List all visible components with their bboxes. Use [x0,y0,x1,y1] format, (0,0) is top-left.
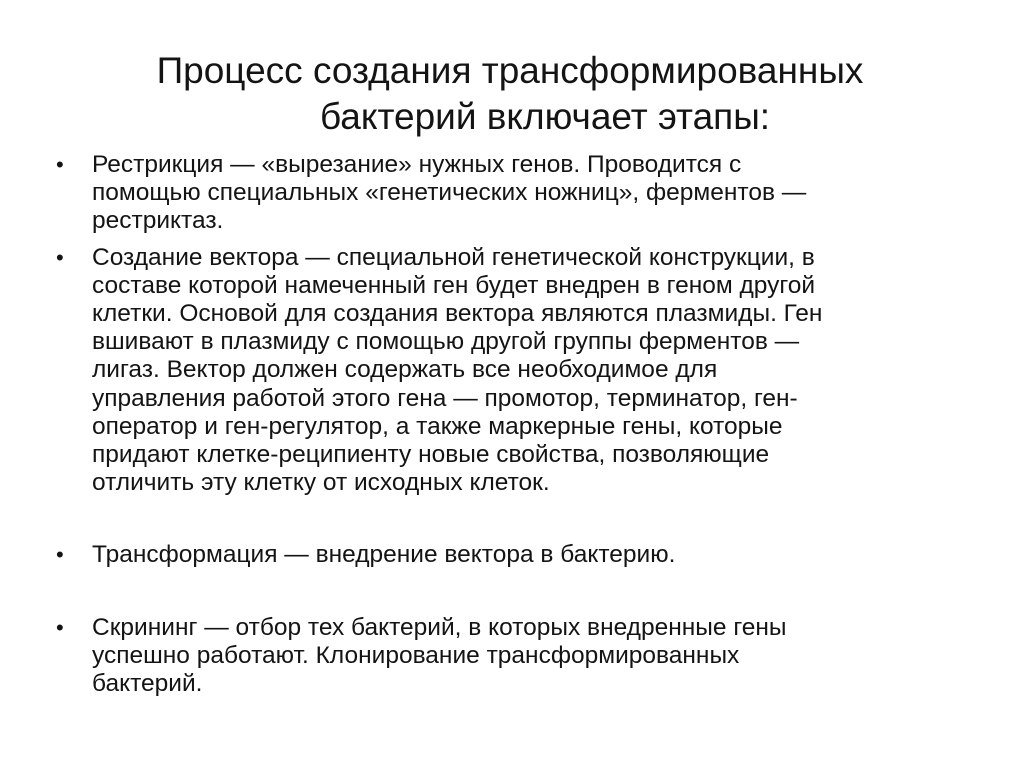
bullet-list [56,151,976,698]
bullet-text: Трансформация — внедрение вектора в бактерию. [92,541,676,569]
bullet-text: Скрининг — отбор тех бактерий, в которых внедренные гены успешно работают. Клонирование трансформированных бактерий. [92,613,787,698]
bullet-item-transformation [56,541,976,569]
bullet-dot-icon: • [56,614,64,640]
bullet-dot-icon: • [56,542,64,568]
bullet-text: Рестрикция — «вырезание» нужных генов. Проводится с помощью специальных «генетических ножниц», ферментов — рестриктаз. [92,151,807,235]
bullet-item-screening [56,614,976,699]
bullet-item-restriction [56,151,976,236]
slide-title-line-2: бактерий включает этапы: [319,96,771,137]
bullet-text: Создание вектора — специальной генетической конструкции, в составе которой намеченный ген будет внедрен в геном другой клетки. Основой для создания вектора являются плазмиды. Ген вшивают в плазмиду с помощью другой группы ферментов — лигаз. Вектор должен содержать все необходимое для управления работой этого гена — промотор, терминатор, ген- оператор и ген-регулятор, а также маркерные гены, которые придают клетке-реципиенту новые свойства, позволяющие отличить эту клетку от исходных клеток. [92,243,823,497]
slide-title-line-1: Процесс создания трансформированных [156,50,864,91]
bullet-dot-icon: • [56,244,64,270]
slide-title [60,48,960,140]
bullet-item-vector [56,244,976,498]
bullet-dot-icon: • [56,152,64,177]
